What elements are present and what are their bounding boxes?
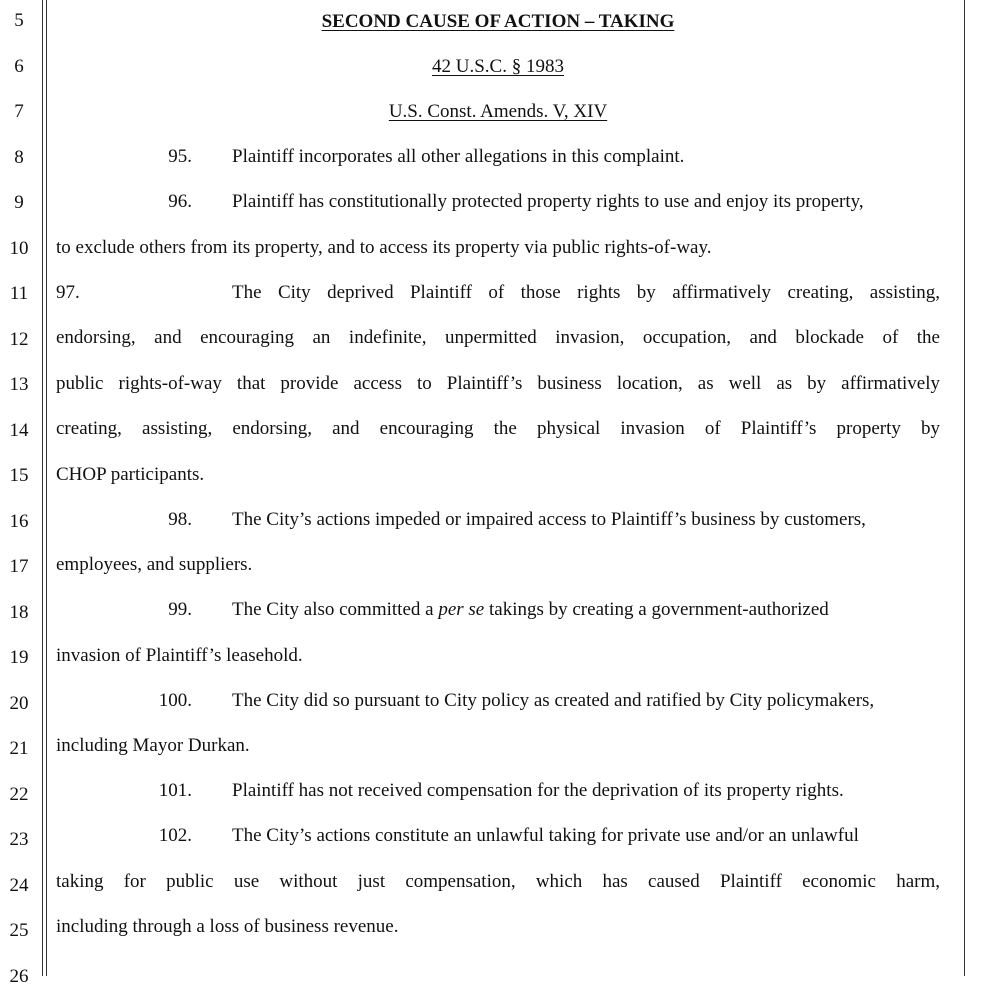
cause-of-action-heading: SECOND CAUSE OF ACTION – TAKING <box>321 11 675 32</box>
paragraph-100-line-2: including Mayor Durkan. <box>56 735 250 756</box>
paragraph-text-post: takings by creating a government-authorized <box>488 599 829 620</box>
paragraph-98-line-2: employees, and suppliers. <box>56 554 253 575</box>
paragraph-number: 99. <box>168 599 192 620</box>
paragraph-text: Plaintiff has not received compensation for the deprivation of its property rights. <box>232 780 844 801</box>
paragraph-98-line-1 <box>56 507 940 533</box>
line-number: 13 <box>9 374 29 395</box>
statute-citation: 42 U.S.C. § 1983 <box>432 56 564 77</box>
line-number: 6 <box>14 55 24 77</box>
paragraph-number: 97. <box>56 282 80 303</box>
paragraph-number: 101. <box>158 780 192 801</box>
line-number: 17 <box>9 556 29 577</box>
paragraph-number: 98. <box>168 509 192 530</box>
line-number: 25 <box>9 920 29 941</box>
paragraph-102-line-2: taking for public use without just compensation, which has caused Plaintiff economic harm, <box>56 871 940 892</box>
paragraph-text: The City deprived Plaintiff of those rights by affirmatively creating, assisting, <box>232 282 940 303</box>
line-number: 20 <box>9 692 29 714</box>
left-margin-rule-inner <box>46 0 47 976</box>
line-number: 24 <box>9 874 29 896</box>
paragraph-96-line-2: to exclude others from its property, and to access its property via public rights-of-way. <box>56 237 712 258</box>
paragraph-99-line-1 <box>56 597 940 623</box>
paragraph-number: 96. <box>168 191 192 212</box>
paragraph-97-line-2: endorsing, and encouraging an indefinite, unpermitted invasion, occupation, and blockade of the <box>56 327 940 348</box>
paragraph-text-italic: per se <box>438 599 485 620</box>
line-number: 12 <box>9 328 29 350</box>
line-number: 22 <box>9 783 29 805</box>
constitutional-citation: U.S. Const. Amends. V, XIV <box>388 101 608 122</box>
line-number: 5 <box>14 10 24 31</box>
paragraph-100-line-1 <box>56 688 940 714</box>
paragraph-96-line-1 <box>56 189 940 215</box>
line-number: 9 <box>14 192 24 213</box>
paragraph-99-line-2: invasion of Plaintiff’s leasehold. <box>56 645 303 666</box>
line-number: 8 <box>14 146 24 168</box>
paragraph-97-line-3: public rights-of-way that provide access to Plaintiff’s business location, as well as by affirmatively <box>56 373 940 394</box>
paragraph-text: The City’s actions constitute an unlawful taking for private use and/or an unlawful <box>232 825 859 846</box>
paragraph-number: 102. <box>158 825 192 846</box>
paragraph-102-line-3: including through a loss of business revenue. <box>56 916 399 937</box>
right-margin-rule <box>964 0 965 976</box>
paragraph-97-line-4: creating, assisting, endorsing, and encouraging the physical invasion of Plaintiff’s property by <box>56 418 940 439</box>
paragraph-97-line-1 <box>56 280 940 306</box>
paragraph-95-line-1 <box>56 144 940 170</box>
line-number: 7 <box>14 101 24 122</box>
left-margin-rule-outer <box>42 0 43 976</box>
paragraph-101-line-1 <box>56 778 940 804</box>
paragraph-text: The City’s actions impeded or impaired access to Plaintiff’s business by customers, <box>232 509 866 530</box>
line-number: 21 <box>9 738 29 759</box>
line-number: 18 <box>9 601 29 623</box>
paragraph-97-line-5: CHOP participants. <box>56 464 205 485</box>
line-number: 10 <box>9 237 29 259</box>
line-number: 26 <box>9 965 29 987</box>
line-number: 15 <box>9 465 29 486</box>
paragraph-number: 100. <box>158 690 192 711</box>
line-number: 11 <box>9 283 29 304</box>
line-number: 14 <box>9 419 29 441</box>
paragraph-102-line-1 <box>56 823 940 849</box>
line-number: 16 <box>9 510 29 532</box>
paragraph-text: The City did so pursuant to City policy as created and ratified by City policymakers, <box>232 690 875 711</box>
paragraph-text-pre: The City also committed a <box>232 599 434 620</box>
line-number: 19 <box>9 647 29 668</box>
line-number: 23 <box>9 829 29 850</box>
paragraph-text: Plaintiff incorporates all other allegations in this complaint. <box>232 146 685 167</box>
paragraph-number: 95. <box>168 146 192 167</box>
paragraph-text: Plaintiff has constitutionally protected property rights to use and enjoy its property, <box>232 191 864 212</box>
